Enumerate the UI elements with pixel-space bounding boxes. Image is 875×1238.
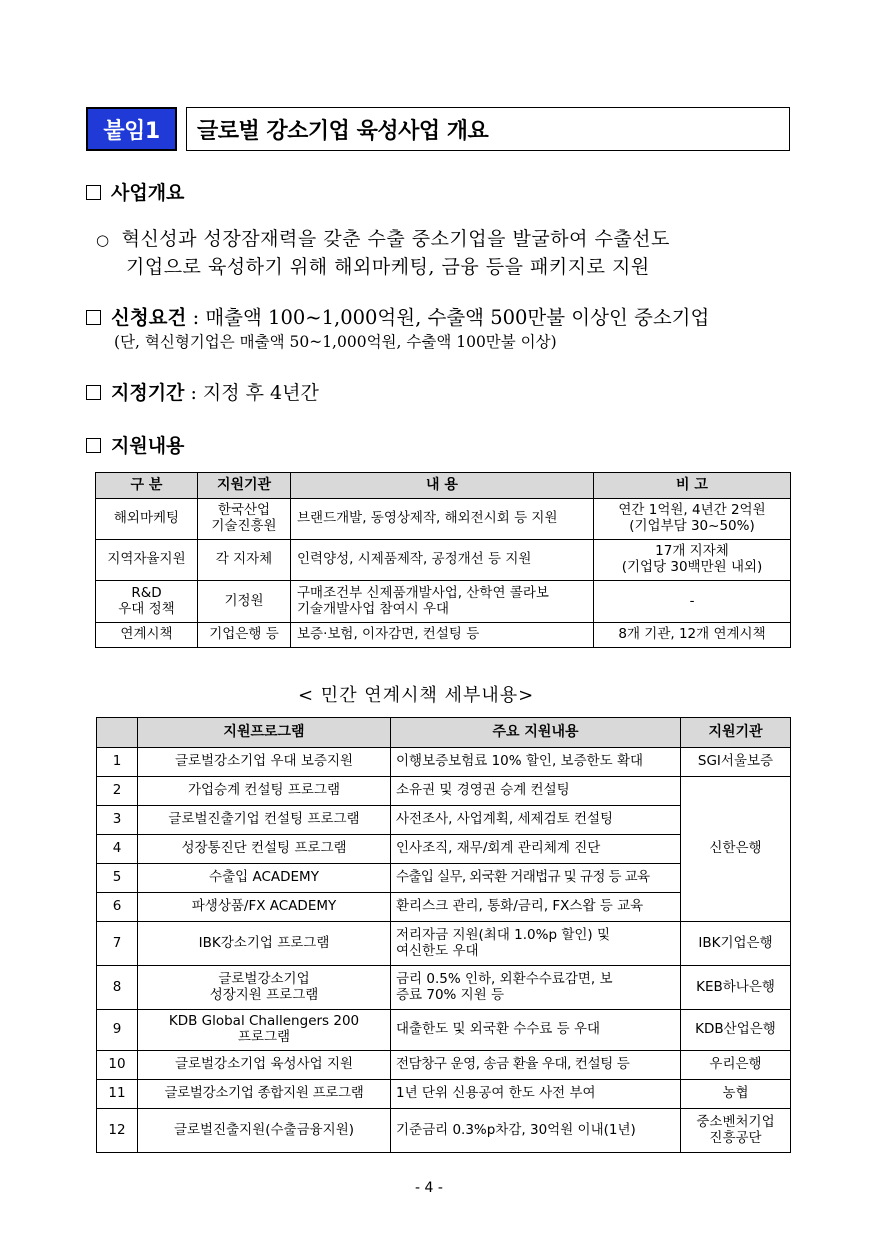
content-cell: 사전조사, 사업계획, 세제검토 컨설팅: [391, 806, 681, 835]
overview-line-1: [96, 224, 670, 251]
content-cell: 수출입 실무, 외국환 거래법규 및 규정 등 교육: [391, 864, 681, 893]
agency-cell: KEB하나은행: [681, 966, 791, 1010]
table-row: [97, 922, 791, 966]
agency-cell: IBK기업은행: [681, 922, 791, 966]
agency-cell: 한국산업 기술진흥원: [198, 499, 291, 540]
content-cell: 금리 0.5% 인하, 외환수수료감면, 보 증료 70% 지원 등: [391, 966, 681, 1010]
private-program-caption: < 민간 연계시책 세부내용>: [298, 685, 535, 706]
content-cell: 인력양성, 시제품제작, 공정개선 등 지원: [291, 540, 594, 581]
program-cell: 글로벌강소기업 육성사업 지원: [138, 1051, 391, 1080]
agency-cell: KDB산업은행: [681, 1010, 791, 1051]
content-cell: 브랜드개발, 동영상제작, 해외전시회 등 지원: [291, 499, 594, 540]
agency-cell: 각 지자체: [198, 540, 291, 581]
content-cell: 소유권 및 경영권 승계 컨설팅: [391, 777, 681, 806]
page-title: 글로벌 강소기업 육성사업 개요: [186, 107, 790, 151]
row-number: 6: [97, 893, 138, 922]
program-cell: 글로벌강소기업 우대 보증지원: [138, 748, 391, 777]
content-cell: 1년 단위 신용공여 한도 사전 부여: [391, 1080, 681, 1109]
category-cell: 연계시책: [96, 623, 198, 648]
checkbox-square-icon: [86, 438, 101, 453]
row-number: 9: [97, 1010, 138, 1051]
row-number: 7: [97, 922, 138, 966]
table-row: [96, 499, 791, 540]
program-cell: 글로벌강소기업 종합지원 프로그램: [138, 1080, 391, 1109]
table-row: [97, 777, 791, 806]
content-cell: 보증·보험, 이자감면, 컨설팅 등: [291, 623, 594, 648]
eligibility-text: : 매출액 100~1,000억원, 수출액 500만불 이상인 중소기업: [192, 306, 710, 329]
row-number: 11: [97, 1080, 138, 1109]
row-number: 4: [97, 835, 138, 864]
table-row: [96, 581, 791, 623]
table-row: [97, 1109, 791, 1153]
content-cell: 인사조직, 재무/회계 관리체계 진단: [391, 835, 681, 864]
checkbox-square-icon: [86, 310, 101, 325]
attachment-tag: 붙임1: [86, 107, 177, 151]
agency-cell: 기업은행 등: [198, 623, 291, 648]
document-header: [86, 107, 790, 151]
agency-cell: 신한은행: [681, 777, 791, 922]
category-cell: 해외마케팅: [96, 499, 198, 540]
column-header: 지원기관: [681, 718, 791, 748]
agency-cell: 농협: [681, 1080, 791, 1109]
checkbox-square-icon: [86, 185, 101, 200]
row-number: 1: [97, 748, 138, 777]
content-cell: 저리자금 지원(최대 1.0%p 할인) 및 여신한도 우대: [391, 922, 681, 966]
program-cell: 글로벌진출지원(수출금융지원): [138, 1109, 391, 1153]
period-heading: 지정기간: [111, 382, 185, 404]
period-text: : 지정 후 4년간: [190, 382, 319, 404]
column-header: 지원기관: [198, 473, 291, 499]
eligibility-row: [86, 302, 709, 330]
column-header: 비 고: [594, 473, 791, 499]
note-cell: 연간 1억원, 4년간 2억원 (기업부담 30~50%): [594, 499, 791, 540]
program-cell: 성장통진단 컨설팅 프로그램: [138, 835, 391, 864]
private-table-header: [97, 718, 791, 748]
category-cell: R&D 우대 정책: [96, 581, 198, 623]
program-cell: IBK강소기업 프로그램: [138, 922, 391, 966]
content-cell: 전담창구 운영, 송금 환율 우대, 컨설팅 등: [391, 1051, 681, 1080]
checkbox-square-icon: [86, 385, 101, 400]
column-header: [97, 718, 138, 748]
table-row: [97, 966, 791, 1010]
eligibility-note: (단, 혁신형기업은 매출액 50~1,000억원, 수출액 100만불 이상): [114, 333, 557, 351]
row-number: 3: [97, 806, 138, 835]
note-cell: 17개 지자체 (기업당 30백만원 내외): [594, 540, 791, 581]
program-cell: 글로벌진출기업 컨설팅 프로그램: [138, 806, 391, 835]
program-cell: KDB Global Challengers 200 프로그램: [138, 1010, 391, 1051]
row-number: 5: [97, 864, 138, 893]
column-header: 주요 지원내용: [391, 718, 681, 748]
program-cell: 글로벌강소기업 성장지원 프로그램: [138, 966, 391, 1010]
overview-text-2: 기업으로 육성하기 위해 해외마케팅, 금융 등을 패키지로 지원: [126, 256, 650, 278]
row-number: 10: [97, 1051, 138, 1080]
column-header: 지원프로그램: [138, 718, 391, 748]
period-row: [86, 378, 319, 405]
agency-cell: SGI서울보증: [681, 748, 791, 777]
overview-text-1: 혁신성과 성장잠재력을 갖춘 수출 중소기업을 발굴하여 수출선도: [121, 228, 670, 250]
private-program-table: [96, 717, 791, 1153]
column-header: 구 분: [96, 473, 198, 499]
program-cell: 수출입 ACADEMY: [138, 864, 391, 893]
page-number: - 4 -: [415, 1180, 443, 1196]
table-row: [97, 1010, 791, 1051]
support-table-header: [96, 473, 791, 499]
support-heading: 지원내용: [111, 435, 185, 457]
agency-cell: 중소벤처기업 진흥공단: [681, 1109, 791, 1153]
table-row: [97, 1080, 791, 1109]
content-cell: 대출한도 및 외국환 수수료 등 우대: [391, 1010, 681, 1051]
note-cell: 8개 기관, 12개 연계시책: [594, 623, 791, 648]
content-cell: 환리스크 관리, 통화/금리, FX스왑 등 교육: [391, 893, 681, 922]
content-cell: 기준금리 0.3%p차감, 30억원 이내(1년): [391, 1109, 681, 1153]
row-number: 2: [97, 777, 138, 806]
column-header: 내 용: [291, 473, 594, 499]
row-number: 12: [97, 1109, 138, 1153]
table-row: [96, 540, 791, 581]
content-cell: 구매조건부 신제품개발사업, 산학연 콜라보 기술개발사업 참여시 우대: [291, 581, 594, 623]
eligibility-heading: 신청요건: [111, 306, 187, 329]
table-row: [97, 1051, 791, 1080]
agency-cell: 우리은행: [681, 1051, 791, 1080]
bullet-circle-icon: ○: [96, 231, 110, 249]
support-table: [95, 472, 791, 648]
row-number: 8: [97, 966, 138, 1010]
note-cell: -: [594, 581, 791, 623]
table-row: [97, 748, 791, 777]
category-cell: 지역자율지원: [96, 540, 198, 581]
overview-heading: 사업개요: [111, 182, 185, 204]
table-row: [96, 623, 791, 648]
content-cell: 이행보증보험료 10% 할인, 보증한도 확대: [391, 748, 681, 777]
overview-heading-row: [86, 178, 184, 205]
program-cell: 가업승계 컨설팅 프로그램: [138, 777, 391, 806]
program-cell: 파생상품/FX ACADEMY: [138, 893, 391, 922]
support-heading-row: [86, 431, 184, 458]
agency-cell: 기정원: [198, 581, 291, 623]
